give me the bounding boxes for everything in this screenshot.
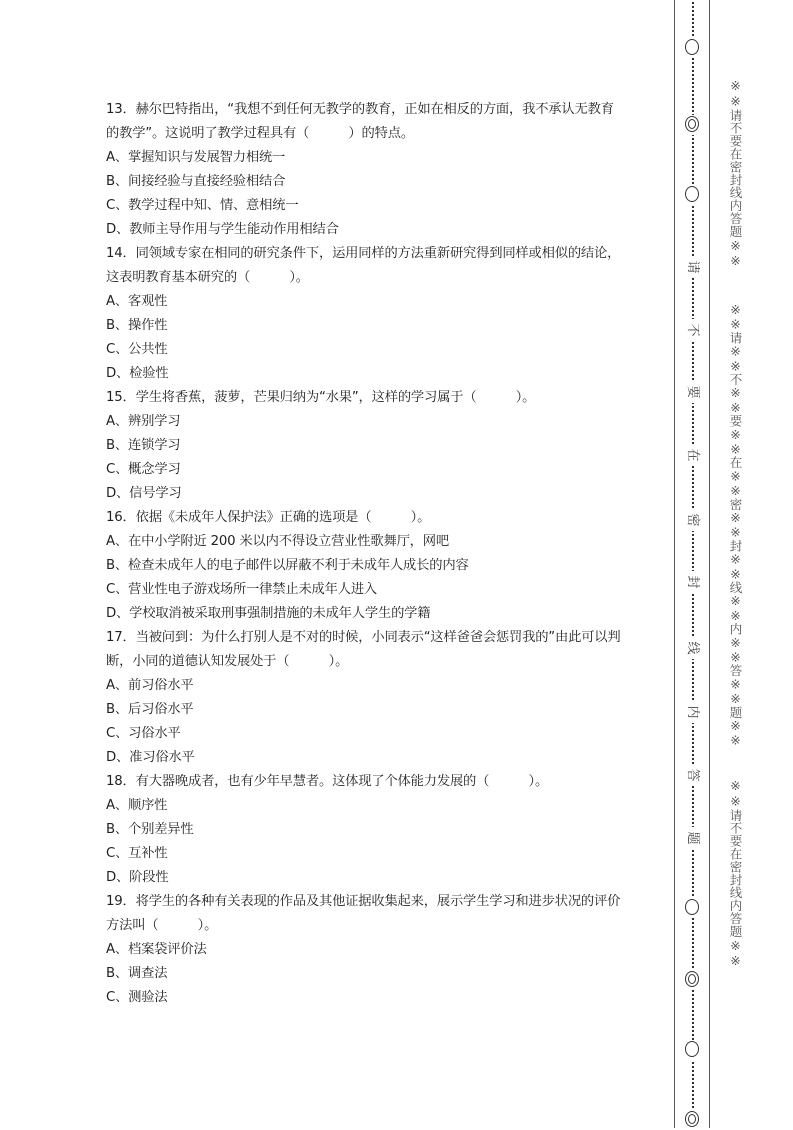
question-18: [106, 770, 658, 890]
question-stem: 13．赫尔巴特指出，“我想不到任何无教学的教育，正如在相反的方面，我不承认无教育: [106, 102, 614, 117]
option-b: B、调查法: [106, 966, 168, 981]
question-stem: 方法叫（ ）。: [106, 918, 218, 933]
option-b: B、操作性: [106, 318, 168, 333]
question-list: [106, 98, 658, 1010]
question-stem: 17．当被问到：为什么打别人是不对的时候，小同表示“这样爸爸会惩罚我的”由此可以判: [106, 630, 621, 645]
option-d: D、准习俗水平: [106, 750, 195, 765]
option-d: D、学校取消被采取刑事强制措施的未成年人学生的学籍: [106, 606, 431, 621]
seal-char: 内: [683, 701, 701, 723]
question-stem: 19．将学生的各种有关表现的作品及其他证据收集起来，展示学生学习和进步状况的评价: [106, 894, 621, 909]
seal-char: 线: [683, 637, 701, 659]
circle-icon: [682, 1040, 702, 1060]
seal-char: 封: [683, 571, 701, 593]
circle-icon: [682, 898, 702, 918]
option-b: B、检查未成年人的电子邮件以屏蔽不利于未成年人成长的内容: [106, 558, 469, 573]
seal-warning-bottom: ※※请不要在密封线内答题※※: [728, 778, 743, 969]
seal-warning-top: ※※请不要在密封线内答题※※: [728, 78, 743, 269]
circle-icon: [682, 185, 702, 205]
option-a: A、档案袋评价法: [106, 942, 207, 957]
option-c: C、教学过程中知、情、意相统一: [106, 198, 299, 213]
double-circle-icon: [682, 1110, 702, 1130]
option-d: D、阶段性: [106, 870, 169, 885]
seal-char: 在: [683, 444, 701, 466]
dotted-seal-line: [692, 0, 694, 1128]
question-13: [106, 98, 658, 242]
question-stem: 的教学”。这说明了教学过程具有（ ）的特点。: [106, 126, 414, 141]
question-17: [106, 626, 658, 770]
option-a: A、顺序性: [106, 798, 168, 813]
option-c: C、公共性: [106, 342, 168, 357]
option-a: A、掌握知识与发展智力相统一: [106, 150, 286, 165]
option-b: B、连锁学习: [106, 438, 181, 453]
question-stem: 16．依据《未成年人保护法》正确的选项是（ ）。: [106, 510, 431, 525]
seal-char: 要: [683, 381, 701, 403]
question-14: [106, 242, 658, 386]
question-15: [106, 386, 658, 506]
seal-warning-middle: ※※请※※不※※要※※在※※密※※封※※线※※内※※答※※题※※: [728, 302, 743, 748]
option-b: B、个别差异性: [106, 822, 194, 837]
option-c: C、互补性: [106, 846, 168, 861]
question-stem: 14．同领域专家在相同的研究条件下，运用同样的方法重新研究得到同样或相似的结论，: [106, 246, 621, 261]
option-b: B、间接经验与直接经验相结合: [106, 174, 286, 189]
option-d: D、信号学习: [106, 486, 182, 501]
option-a: A、辨别学习: [106, 414, 181, 429]
question-19: [106, 890, 658, 1010]
seal-char: 答: [683, 764, 701, 786]
seal-line-margin: [674, 0, 710, 1128]
option-c: C、营业性电子游戏场所一律禁止未成年人进入: [106, 582, 378, 597]
option-a: A、前习俗水平: [106, 678, 194, 693]
option-d: D、检验性: [106, 366, 169, 381]
seal-char: 密: [683, 509, 701, 531]
question-stem: 18．有大器晚成者，也有少年早慧者。这体现了个体能力发展的（ ）。: [106, 774, 549, 789]
option-d: D、教师主导作用与学生能动作用相结合: [106, 222, 339, 237]
question-stem: 断，小同的道德认知发展处于（ ）。: [106, 654, 349, 669]
double-circle-icon: [682, 970, 702, 990]
circle-icon: [682, 38, 702, 58]
question-16: [106, 506, 658, 626]
option-c: C、测验法: [106, 990, 168, 1005]
option-a: A、在中小学附近 200 米以内不得设立营业性歌舞厅，网吧: [106, 534, 449, 549]
seal-char: 不: [683, 319, 701, 341]
option-c: C、习俗水平: [106, 726, 181, 741]
question-stem: 这表明教育基本研究的（ ）。: [106, 270, 309, 285]
question-stem: 15．学生将香蕉，菠萝，芒果归纳为“水果”，这样的学习属于（ ）。: [106, 390, 536, 405]
seal-char: 题: [683, 827, 701, 849]
seal-char: 请: [683, 256, 701, 278]
option-b: B、后习俗水平: [106, 702, 194, 717]
double-circle-icon: [682, 115, 702, 135]
option-c: C、概念学习: [106, 462, 181, 477]
option-a: A、客观性: [106, 294, 168, 309]
